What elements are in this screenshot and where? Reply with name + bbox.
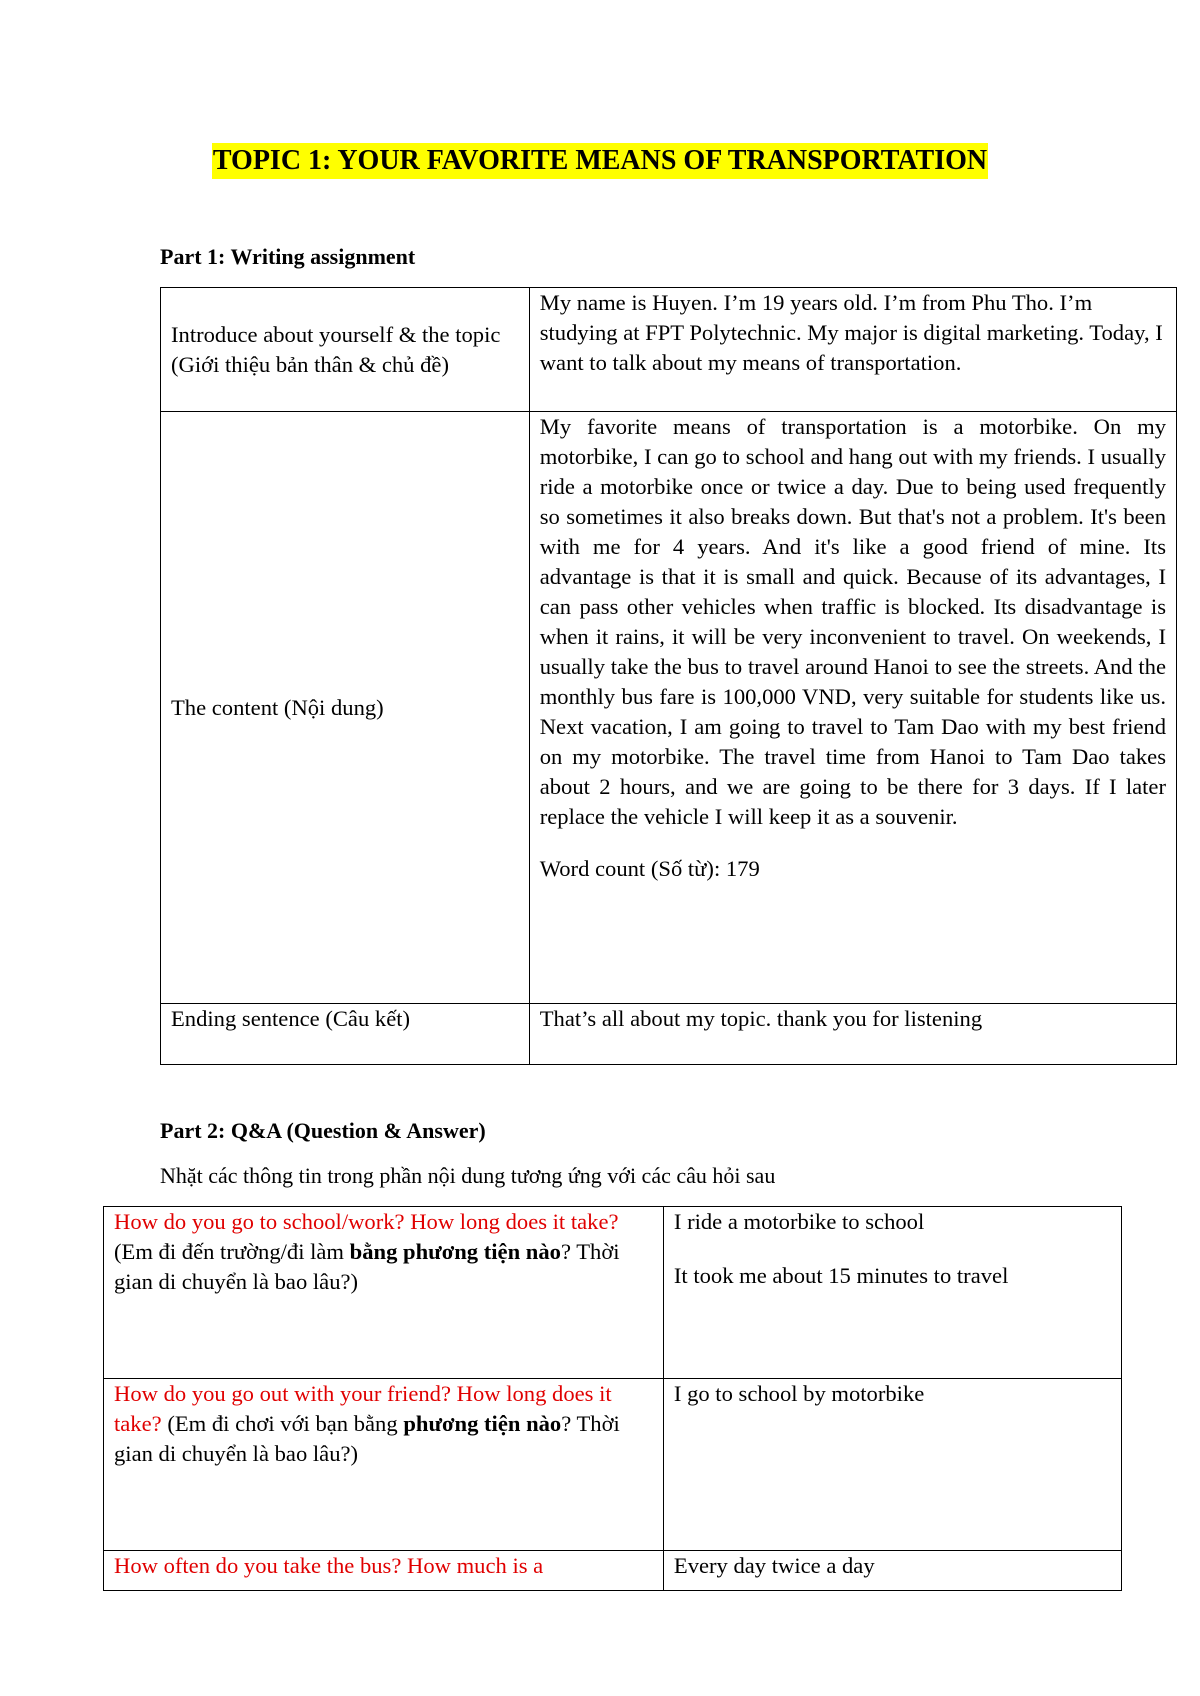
answer-cell: [663, 1551, 1121, 1591]
question-cell: [104, 1551, 664, 1591]
row-content: My name is Huyen. I’m 19 years old. I’m from Phu Tho. I’m studying at FPT Polytechnic. My major is digital marketing. Today, I want to talk about my means of transportation.: [529, 288, 1176, 412]
qa-table: [103, 1206, 1122, 1591]
row-label: Ending sentence (Câu kết): [161, 1004, 530, 1065]
question-vi: (Em đi chơi với bạn bằng: [161, 1411, 404, 1436]
row-content: That’s all about my topic. thank you for listening: [529, 1004, 1176, 1065]
table-row: [104, 1551, 1122, 1591]
answer-line: I ride a motorbike to school: [673, 1209, 925, 1234]
question-cell: [104, 1379, 664, 1551]
part2-instruction: Nhặt các thông tin trong phần nội dung tương ứng với các câu hỏi sau: [160, 1163, 776, 1188]
row-content: [529, 412, 1176, 1004]
row-label-line: (Giới thiệu bản thân & chủ đề): [171, 351, 449, 377]
writing-assignment-table: [160, 287, 1177, 1065]
question-vi: ? Thời gian di chuyển là bao lâu?): [114, 1239, 620, 1294]
question-vi: ? Thời gian di chuyển là bao lâu?): [114, 1411, 620, 1466]
answer-line: It took me about 15 minutes to travel: [673, 1263, 1009, 1288]
answer-line: Every day twice a day: [673, 1553, 875, 1578]
question-en: How do you go to school/work? How long does it take?: [114, 1209, 619, 1234]
table-row: [161, 412, 1177, 1004]
page-title: TOPIC 1: YOUR FAVORITE MEANS OF TRANSPORTATION: [212, 143, 988, 179]
question-en: How do you go out with your friend? How long does it take?: [114, 1381, 612, 1436]
row-label: The content (Nội dung): [161, 412, 530, 1004]
question-cell: [104, 1207, 664, 1379]
word-count: Word count (Số từ): 179: [539, 856, 760, 881]
row-label: [161, 288, 530, 412]
answer-cell: [663, 1207, 1121, 1379]
part1-heading: Part 1: Writing assignment: [160, 244, 416, 269]
row-label-line: Introduce about yourself & the topic: [171, 321, 501, 347]
title-container: [0, 143, 1200, 179]
answer-cell: [663, 1379, 1121, 1551]
part2-heading: Part 2: Q&A (Question & Answer): [160, 1118, 486, 1143]
table-row: [161, 288, 1177, 412]
question-vi-bold: phương tiện nào: [403, 1411, 562, 1436]
table-row: [104, 1207, 1122, 1379]
question-vi-bold: bằng phương tiện nào: [349, 1239, 561, 1264]
content-paragraph: My favorite means of transportation is a motorbike. On my motorbike, I can go to school and hang out with my friends. I usually ride a motorbike once or twice a day. Due to being used frequently so sometimes it also breaks down. But that's not a problem. It's been with me for 4 years. And it's like a good friend of mine. Its advantage is that it is small and quick. Because of its advantages, I can pass other vehicles when traffic is blocked. Its disadvantage is when it rains, it will be very inconvenient to travel. On weekends, I usually take the bus to travel around Hanoi to see the streets. And the monthly bus fare is 100,000 VND, very suitable for students like us. Next vacation, I am going to travel to Tam Dao with my best friend on my motorbike. The travel time from Hanoi to Tam Dao takes about 2 hours, and we are going to be there for 3 days. If I later replace the vehicle I will keep it as a souvenir.: [539, 414, 1166, 829]
table-row: [161, 1004, 1177, 1065]
question-vi: (Em đi đến trường/đi làm: [114, 1239, 350, 1264]
question-en: How often do you take the bus? How much is a: [114, 1553, 544, 1578]
table-row: [104, 1379, 1122, 1551]
answer-spacer: [674, 1237, 1111, 1261]
answer-line: I go to school by motorbike: [673, 1381, 925, 1406]
